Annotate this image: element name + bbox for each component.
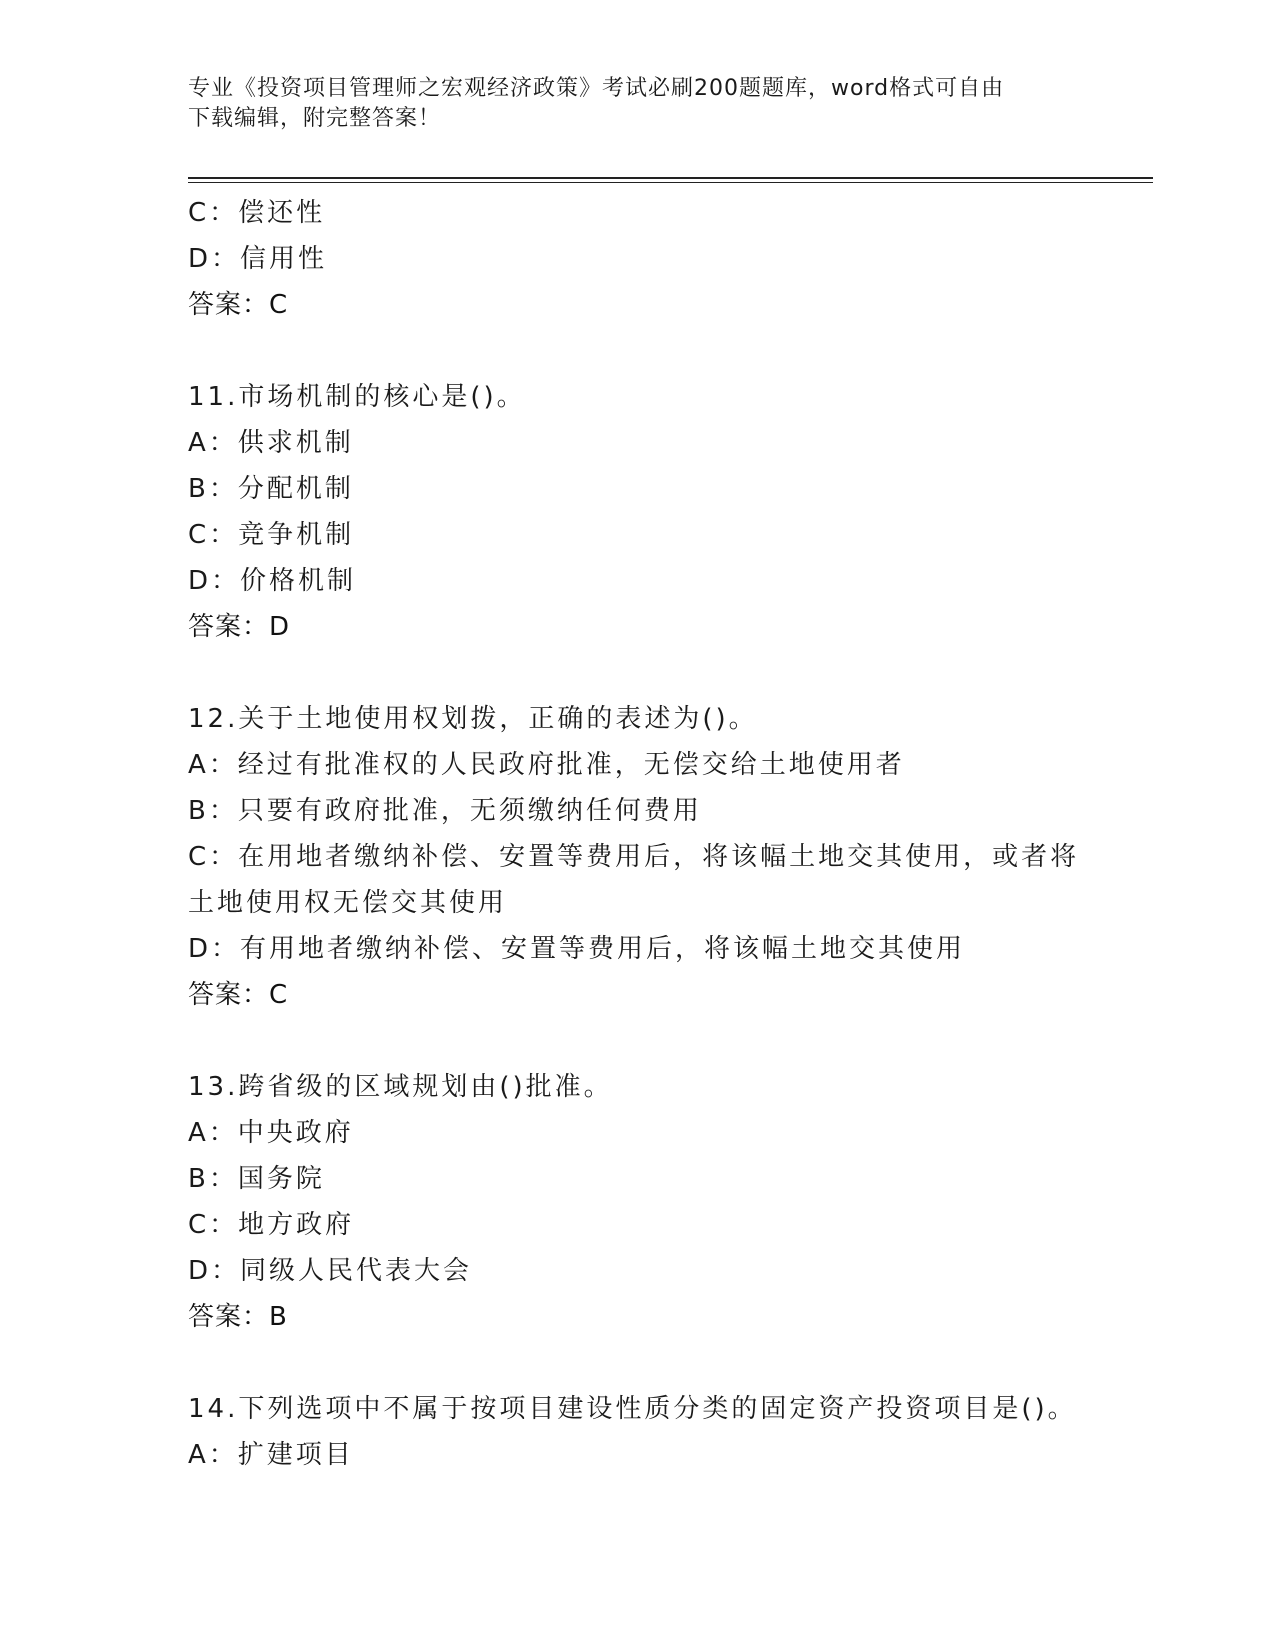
answer: 答案：C <box>188 290 289 320</box>
option-c: C：竞争机制 <box>188 520 355 550</box>
option-d: D：价格机制 <box>188 566 357 596</box>
header-divider-thick <box>188 177 1153 179</box>
question-11 <box>188 374 1088 650</box>
option-a: A：扩建项目 <box>188 1440 354 1470</box>
option-d: D：同级人民代表大会 <box>188 1256 473 1286</box>
answer: 答案：D <box>188 612 291 642</box>
header-line-1: 专业《投资项目管理师之宏观经济政策》考试必刷200题题库，word格式可自由 <box>188 76 1005 101</box>
header-line-2: 下载编辑，附完整答案！ <box>188 106 442 131</box>
option-c-line-1: C：在用地者缴纳补偿、安置等费用后，将该幅土地交其使用，或者将 <box>188 842 1080 872</box>
spacer <box>188 1340 1088 1386</box>
question-stem: 14.下列选项中不属于按项目建设性质分类的固定资产投资项目是()。 <box>188 1394 1077 1424</box>
question-stem: 13.跨省级的区域规划由()批准。 <box>188 1072 613 1102</box>
answer: 答案：B <box>188 1302 288 1332</box>
spacer <box>188 328 1088 374</box>
question-list <box>188 190 1088 1478</box>
option-b: B：只要有政府批准，无须缴纳任何费用 <box>188 796 702 826</box>
option-a: A：中央政府 <box>188 1118 354 1148</box>
spacer <box>188 650 1088 696</box>
answer: 答案：C <box>188 980 289 1010</box>
option-b: B：国务院 <box>188 1164 325 1194</box>
question-14 <box>188 1386 1088 1478</box>
question-stem: 11.市场机制的核心是()。 <box>188 382 526 412</box>
question-stem: 12.关于土地使用权划拨，正确的表述为()。 <box>188 704 758 734</box>
question-13 <box>188 1064 1088 1340</box>
option-a: A：经过有批准权的人民政府批准，无偿交给土地使用者 <box>188 750 905 780</box>
spacer <box>188 1018 1088 1064</box>
question-10-continued <box>188 190 1088 328</box>
option-c: C：偿还性 <box>188 198 326 228</box>
option-c-line-2: 土地使用权无偿交其使用 <box>188 888 508 918</box>
option-b: B：分配机制 <box>188 474 354 504</box>
header-divider-thin <box>188 182 1153 183</box>
document-header <box>188 74 1068 134</box>
option-d: D：信用性 <box>188 244 328 274</box>
option-a: A：供求机制 <box>188 428 354 458</box>
option-d: D：有用地者缴纳补偿、安置等费用后，将该幅土地交其使用 <box>188 934 966 964</box>
option-c: C：地方政府 <box>188 1210 355 1240</box>
question-12 <box>188 696 1088 1018</box>
